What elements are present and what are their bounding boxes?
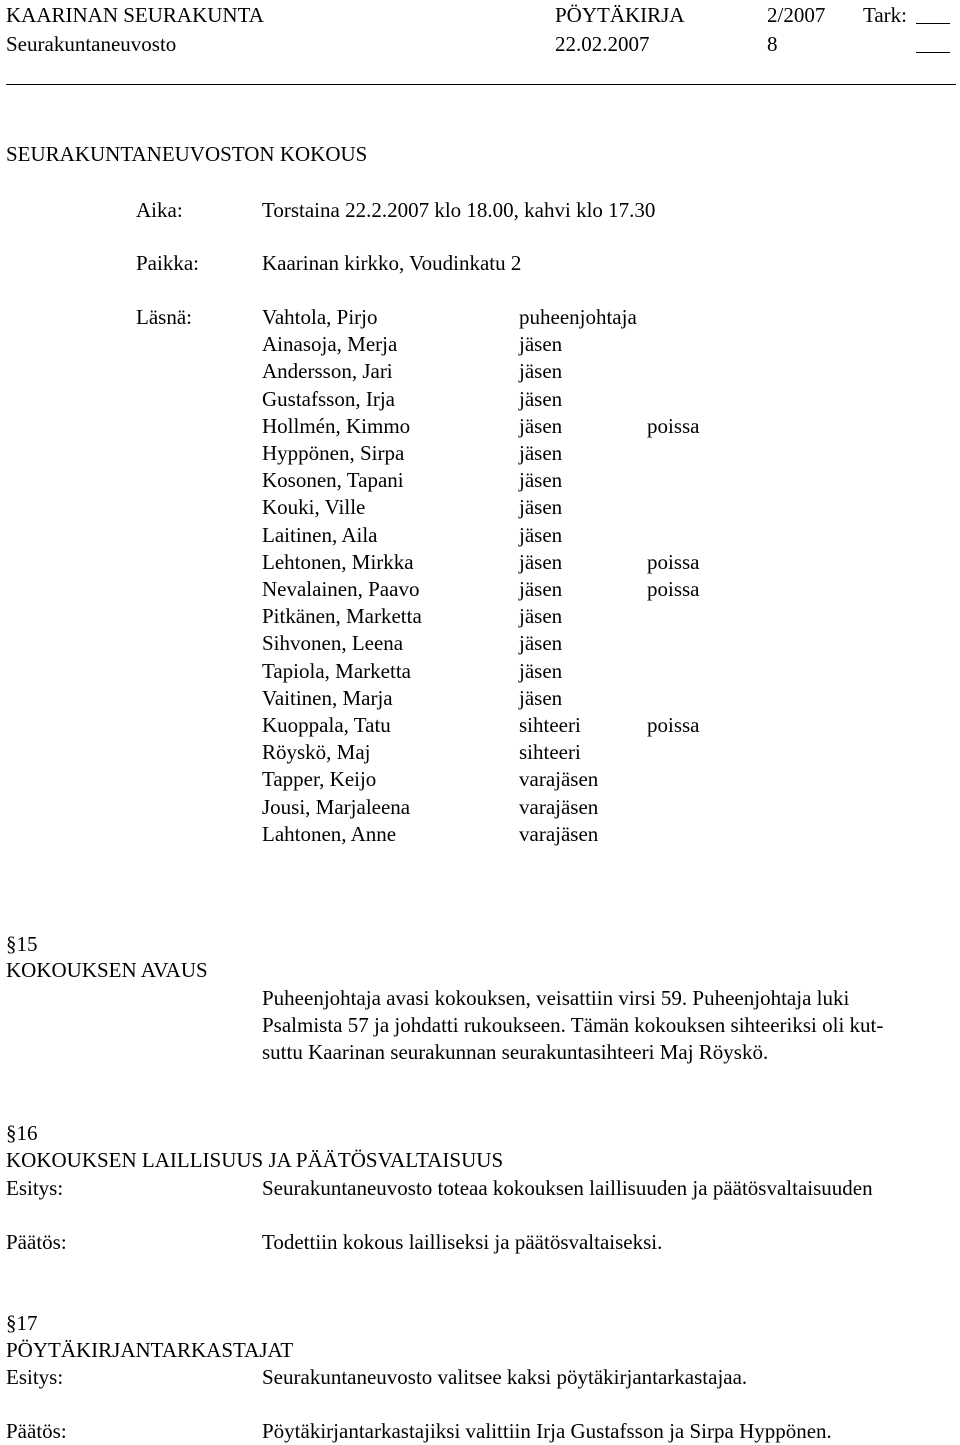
section-number: §17 bbox=[6, 1311, 38, 1335]
attendee-name: Kosonen, Tapani bbox=[262, 468, 404, 493]
list-item bbox=[0, 576, 960, 603]
section-text-line: Puheenjohtaja avasi kokouksen, veisattiin virsi 59. Puheenjohtaja luki bbox=[262, 986, 850, 1010]
list-item bbox=[0, 440, 960, 467]
list-item bbox=[0, 766, 960, 793]
attendee-role: jäsen bbox=[519, 549, 563, 574]
proposal-text: Seurakuntaneuvosto toteaa kokouksen laillisuuden ja päätösvaltaisuuden bbox=[262, 1176, 873, 1200]
document-date: 22.02.2007 bbox=[555, 32, 650, 56]
section-heading: KOKOUKSEN AVAUS bbox=[6, 958, 208, 982]
checked-blank bbox=[916, 4, 950, 31]
attendee-name: Jousi, Marjaleena bbox=[262, 794, 411, 819]
section-heading: KOKOUKSEN LAILLISUUS JA PÄÄTÖSVALTAISUUS bbox=[6, 1148, 504, 1172]
attendee-role: sihteeri bbox=[519, 713, 581, 737]
list-item bbox=[0, 522, 960, 549]
attendee-note: poissa bbox=[647, 413, 700, 438]
attendee-name: Nevalainen, Paavo bbox=[262, 577, 420, 601]
list-item bbox=[0, 685, 960, 712]
checked-label: Tark: bbox=[863, 3, 908, 27]
place-label: Paikka: bbox=[136, 251, 199, 275]
list-item bbox=[0, 304, 960, 331]
decision-text: Todettiin kokous lailliseksi ja päätösvaltaiseksi. bbox=[262, 1230, 663, 1254]
attendee-role: jäsen bbox=[519, 604, 563, 629]
attendee-role: jäsen bbox=[519, 359, 563, 384]
attendee-role: varajäsen bbox=[519, 794, 599, 819]
attendee-name: Lehtonen, Mirkka bbox=[262, 549, 414, 574]
attendee-role: sihteeri bbox=[519, 740, 581, 765]
attendee-role: varajäsen bbox=[519, 821, 599, 846]
list-item bbox=[0, 413, 960, 440]
list-item bbox=[0, 331, 960, 358]
list-item bbox=[0, 739, 960, 766]
list-item bbox=[0, 549, 960, 576]
present-label: Läsnä: bbox=[136, 305, 192, 329]
list-item bbox=[0, 821, 960, 848]
list-item bbox=[0, 712, 960, 739]
section-text-line: suttu Kaarinan seurakunnan seurakuntasihteeri Maj Röyskö. bbox=[262, 1040, 769, 1064]
list-item bbox=[0, 358, 960, 385]
meeting-title: SEURAKUNTANEUVOSTON KOKOUS bbox=[6, 142, 368, 166]
place-value: Kaarinan kirkko, Voudinkatu 2 bbox=[262, 251, 522, 275]
list-item bbox=[0, 467, 960, 494]
attendee-name: Lahtonen, Anne bbox=[262, 821, 397, 846]
page-number: 8 bbox=[767, 32, 778, 56]
attendee-name: Hyppönen, Sirpa bbox=[262, 441, 405, 465]
list-item bbox=[0, 494, 960, 521]
attendee-name: Gustafsson, Irja bbox=[262, 386, 395, 411]
list-item bbox=[0, 386, 960, 413]
attendee-name: Sihvonen, Leena bbox=[262, 631, 404, 656]
section-heading: PÖYTÄKIRJANTARKASTAJAT bbox=[6, 1338, 294, 1362]
attendee-role: jäsen bbox=[519, 495, 563, 520]
list-item bbox=[0, 630, 960, 657]
proposal-label: Esitys: bbox=[6, 1365, 64, 1389]
attendee-name: Kouki, Ville bbox=[262, 495, 366, 520]
attendee-name: Röyskö, Maj bbox=[262, 740, 371, 765]
attendee-role: jäsen bbox=[519, 522, 563, 547]
attendee-role: jäsen bbox=[519, 685, 563, 710]
page-blank bbox=[916, 33, 950, 60]
attendee-name: Vahtola, Pirjo bbox=[262, 305, 378, 329]
time-value: Torstaina 22.2.2007 klo 18.00, kahvi klo 17.30 bbox=[262, 198, 656, 222]
parish-name: KAARINAN SEURAKUNTA bbox=[6, 3, 264, 27]
attendee-note: poissa bbox=[647, 713, 700, 737]
header-divider bbox=[6, 84, 956, 85]
proposal-text: Seurakuntaneuvosto valitsee kaksi pöytäkirjantarkastajaa. bbox=[262, 1365, 748, 1389]
list-item bbox=[0, 658, 960, 685]
time-label: Aika: bbox=[136, 198, 183, 222]
attendee-name: Kuoppala, Tatu bbox=[262, 713, 391, 737]
attendee-role: jäsen bbox=[519, 468, 563, 493]
attendee-role: varajäsen bbox=[519, 767, 599, 792]
attendee-note: poissa bbox=[647, 577, 700, 601]
proposal-label: Esitys: bbox=[6, 1176, 64, 1200]
document-type: PÖYTÄKIRJA bbox=[555, 3, 685, 27]
attendee-name: Hollmén, Kimmo bbox=[262, 413, 411, 438]
section-text-line: Psalmista 57 ja johdatti rukoukseen. Tämän kokouksen sihteeriksi oli kut- bbox=[262, 1013, 884, 1037]
list-item bbox=[0, 794, 960, 821]
attendee-name: Laitinen, Aila bbox=[262, 522, 378, 547]
decision-label: Päätös: bbox=[6, 1419, 67, 1443]
attendee-name: Tapper, Keijo bbox=[262, 767, 377, 792]
decision-text: Pöytäkirjantarkastajiksi valittiin Irja Gustafsson ja Sirpa Hyppönen. bbox=[262, 1419, 832, 1443]
attendee-role: jäsen bbox=[519, 631, 563, 656]
attendee-name: Pitkänen, Marketta bbox=[262, 604, 422, 629]
attendee-role: jäsen bbox=[519, 332, 563, 357]
attendee-note: poissa bbox=[647, 549, 700, 574]
council-name: Seurakuntaneuvosto bbox=[6, 32, 177, 56]
attendee-role: jäsen bbox=[519, 577, 563, 601]
section-number: §16 bbox=[6, 1121, 38, 1145]
attendee-name: Tapiola, Marketta bbox=[262, 658, 411, 683]
attendee-role: jäsen bbox=[519, 658, 563, 683]
list-item bbox=[0, 603, 960, 630]
attendee-role: jäsen bbox=[519, 386, 563, 411]
attendee-role: jäsen bbox=[519, 413, 563, 438]
section-number: §15 bbox=[6, 932, 38, 956]
attendee-name: Vaitinen, Marja bbox=[262, 685, 393, 710]
attendee-role: jäsen bbox=[519, 441, 563, 465]
document-number: 2/2007 bbox=[767, 3, 826, 27]
decision-label: Päätös: bbox=[6, 1230, 67, 1254]
attendee-name: Ainasoja, Merja bbox=[262, 332, 398, 357]
attendee-role: puheenjohtaja bbox=[519, 305, 637, 329]
attendee-name: Andersson, Jari bbox=[262, 359, 393, 384]
